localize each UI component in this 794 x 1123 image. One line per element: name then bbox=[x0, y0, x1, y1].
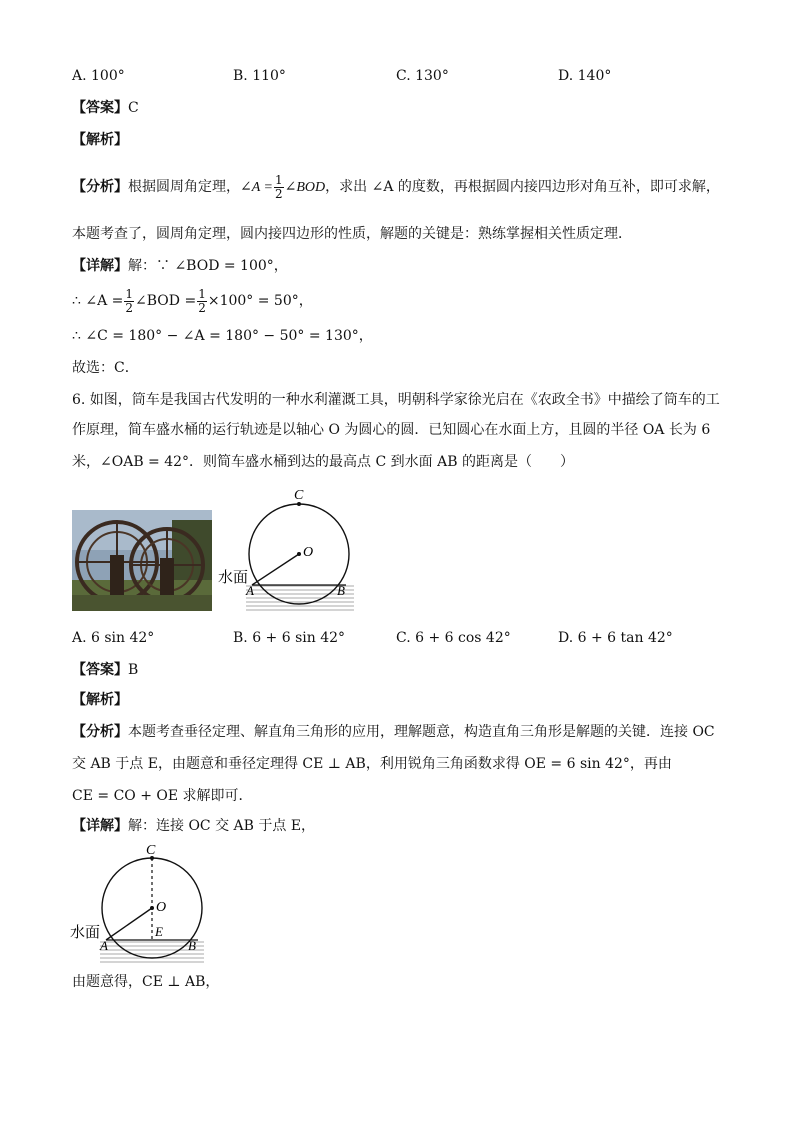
q5-fenxi-line2: 本题考查了，圆周角定理，圆内接四边形的性质，解题的关键是：熟练掌握相关性质定理． bbox=[72, 226, 632, 242]
answer-value: C bbox=[128, 100, 139, 116]
q6-stem-line2: 作原理，简车盛水桶的运行轨迹是以轴心 O 为圆心的圆．已知圆心在水面上方，且圆的半径 OA 长为 6 bbox=[72, 422, 711, 438]
center-o-dot bbox=[150, 906, 154, 910]
detail-fraction-2 bbox=[197, 288, 207, 315]
detail-tag: 【详解】 bbox=[72, 818, 128, 834]
waterwheel-photo bbox=[72, 510, 212, 611]
frac-den: 2 bbox=[198, 300, 206, 315]
fenxi-fraction bbox=[274, 174, 284, 201]
detail-line2-b: ∠BOD = bbox=[135, 293, 197, 309]
fenxi-angle-a: ∠A = bbox=[240, 180, 273, 195]
radius-oa bbox=[106, 908, 152, 940]
q5-option-a: A. 100° bbox=[72, 68, 125, 84]
label-b: B bbox=[188, 938, 196, 953]
q6-option-c: C. 6 + 6 cos 42° bbox=[396, 630, 511, 646]
q5-option-c: C. 130° bbox=[396, 68, 449, 84]
fenxi-angle-bod: ∠BOD bbox=[284, 180, 326, 195]
frac-num: 1 bbox=[274, 172, 283, 187]
frac-den: 2 bbox=[274, 186, 283, 201]
label-c: C bbox=[146, 843, 156, 858]
fenxi-text1: 根据圆周角定理， bbox=[128, 179, 240, 195]
q6-fenxi-line2: 交 AB 于点 E，由题意和垂径定理得 CE ⊥ AB，利用锐角三角函数求得 OE = 6 sin 42°，再由 bbox=[72, 756, 672, 772]
frac-num: 1 bbox=[198, 286, 206, 301]
q5-answer bbox=[72, 98, 139, 118]
frac-num: 1 bbox=[125, 286, 134, 301]
radius-oa bbox=[252, 554, 299, 585]
center-o-dot bbox=[297, 552, 301, 556]
fenxi-text2: ，求出 ∠A 的度数，再根据圆内接四边形对角互补，即可求解， bbox=[325, 179, 720, 195]
q6-option-b: B. 6 + 6 sin 42° bbox=[233, 630, 346, 646]
answer-tag: 【答案】 bbox=[72, 662, 128, 678]
answer-tag: 【答案】 bbox=[72, 100, 128, 116]
q6-answer bbox=[72, 660, 138, 680]
label-e: E bbox=[155, 924, 163, 939]
fenxi-text: 本题考查垂径定理、解直角三角形的应用，理解题意，构造直角三角形是解题的关键．连接 OC bbox=[128, 724, 715, 740]
q6-fenxi-line1 bbox=[72, 722, 715, 742]
q6-figure-1 bbox=[216, 484, 366, 614]
detail-fraction-1 bbox=[124, 288, 134, 315]
q6-option-a: A. 6 sin 42° bbox=[72, 630, 155, 646]
q6-detail-line1 bbox=[72, 816, 315, 836]
detail-text: 解：连接 OC 交 AB 于点 E， bbox=[128, 818, 316, 834]
q6-option-d: D. 6 + 6 tan 42° bbox=[558, 630, 673, 646]
answer-value: B bbox=[128, 662, 139, 678]
q5-detail-line3: ∴ ∠C = 180° − ∠A = 180° − 50° = 130°， bbox=[72, 328, 373, 344]
fenxi-tag: 【分析】 bbox=[72, 179, 128, 195]
label-o: O bbox=[156, 900, 167, 915]
q5-detail-line4: 故选：C． bbox=[72, 360, 139, 376]
label-water: 水面 bbox=[70, 923, 101, 941]
q5-detail-line1 bbox=[72, 256, 288, 276]
detail-line1: 解：∵ ∠BOD = 100°， bbox=[128, 258, 288, 274]
q6-stem-line1: 6. 如图，筒车是我国古代发明的一种水利灌溉工具，明朝科学家徐光启在《农政全书》中描绘了筒车的工 bbox=[72, 392, 720, 408]
frac-den: 2 bbox=[125, 300, 134, 315]
q5-option-d: D. 140° bbox=[558, 68, 612, 84]
label-water: 水面 bbox=[218, 568, 249, 586]
q5-detail-line2 bbox=[72, 286, 313, 316]
detail-line2-c: ×100° = 50°， bbox=[207, 293, 313, 309]
q6-fenxi-line3: CE = CO + OE 求解即可． bbox=[72, 788, 253, 804]
label-o: O bbox=[303, 545, 314, 560]
q5-analysis-tag: 【解析】 bbox=[72, 132, 128, 148]
q6-figure-2 bbox=[66, 840, 216, 970]
q6-analysis-tag: 【解析】 bbox=[72, 692, 128, 708]
q6-detail-line2: 由题意得，CE ⊥ AB， bbox=[72, 974, 220, 990]
label-b: B bbox=[337, 583, 345, 598]
detail-line2-a: ∴ ∠A = bbox=[72, 293, 124, 309]
q5-fenxi-line1 bbox=[72, 172, 720, 203]
fenxi-tag: 【分析】 bbox=[72, 724, 128, 740]
label-c: C bbox=[294, 488, 304, 503]
label-a: A bbox=[246, 583, 254, 598]
label-a: A bbox=[100, 938, 108, 953]
q6-stem-line3: 米，∠OAB = 42°．则简车盛水桶到达的最高点 C 到水面 AB 的距离是（ ） bbox=[72, 454, 574, 470]
detail-tag: 【详解】 bbox=[72, 258, 128, 274]
q5-option-b: B. 110° bbox=[233, 68, 286, 84]
